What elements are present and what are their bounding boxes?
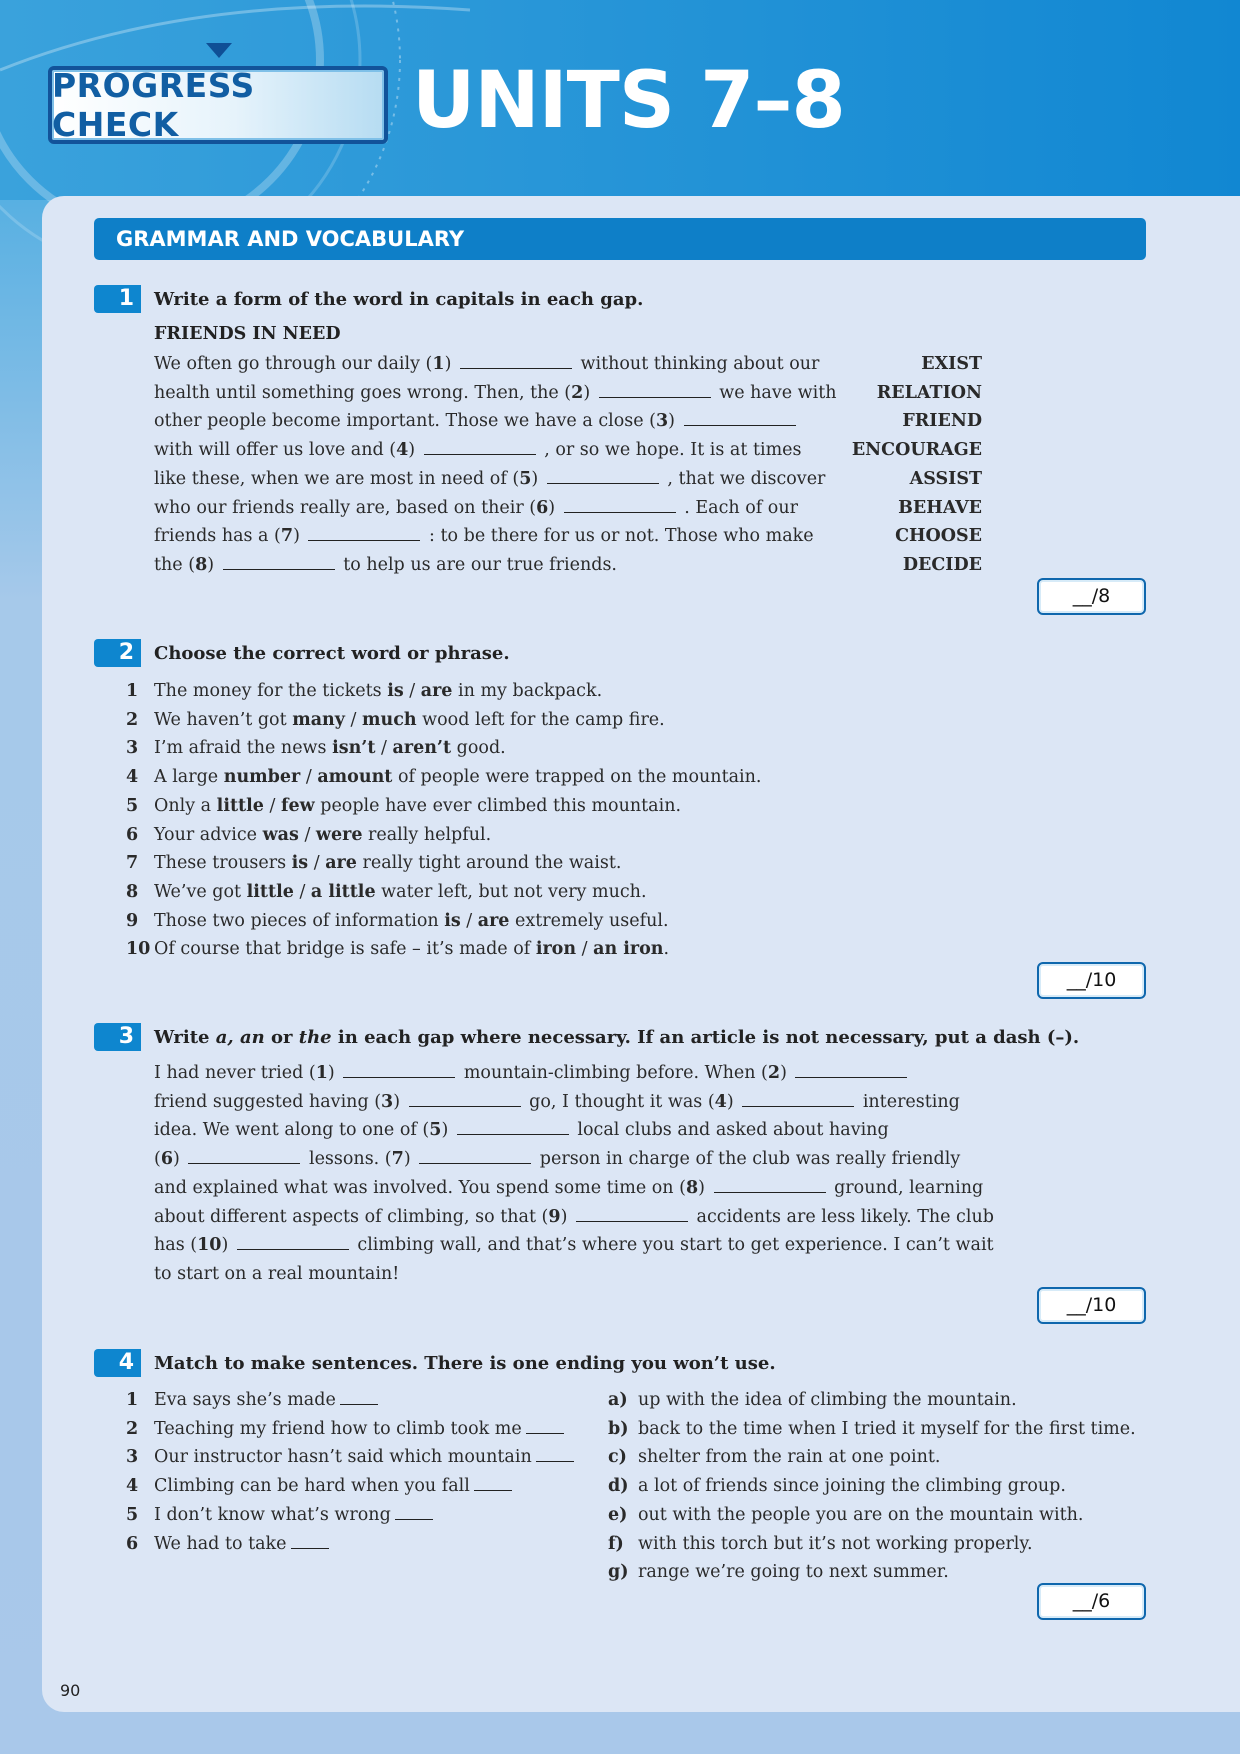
item-number: 3 (126, 738, 139, 759)
exercise-4-number: 4 (94, 1349, 141, 1377)
item-letter: d) (608, 1476, 629, 1497)
answer-gap[interactable] (474, 1472, 512, 1491)
list-item (608, 1443, 1136, 1472)
list-item (126, 1443, 574, 1472)
text-segment: health until something goes wrong. Then, the ( (154, 382, 572, 403)
option-a[interactable]: isn’t (332, 738, 376, 759)
text-segment: who our friends really are, based on their ( (154, 497, 537, 518)
text-segment: Those two pieces of information (154, 910, 445, 931)
list-item (608, 1386, 1136, 1415)
exercise-1-line (154, 350, 837, 379)
text-segment: , that we discover (661, 468, 826, 489)
text-segment: in my backpack. (452, 681, 603, 701)
gap-number: 7 (280, 526, 294, 547)
exercise-4-instruction: Match to make sentences. There is one ending you won’t use. (154, 1353, 776, 1374)
text-segment: ) (221, 1235, 234, 1256)
separator: / (293, 881, 311, 902)
list-item (126, 1472, 574, 1501)
sentence-beginning: Our instructor hasn’t said which mountain (154, 1447, 532, 1468)
separator: / (263, 795, 281, 816)
item-letter: c) (608, 1447, 627, 1468)
blank-gap[interactable] (576, 1203, 688, 1222)
exercise-4-beginnings (126, 1386, 574, 1558)
word-in-capitals: BEHAVE (898, 497, 982, 518)
text-segment: Write (154, 1027, 216, 1048)
option-b[interactable]: were (315, 824, 363, 845)
option-a[interactable]: many (292, 709, 345, 730)
exercise-3-line (154, 1231, 994, 1260)
exercise-1-score-box[interactable]: __/8 (1037, 578, 1146, 615)
list-item (126, 1501, 574, 1530)
option-b[interactable]: an iron (593, 939, 664, 960)
text-segment: really tight around the waist. (356, 853, 622, 874)
blank-gap[interactable] (188, 1145, 300, 1164)
text-segment: ) (441, 1120, 454, 1141)
text-segment: ) (327, 1063, 341, 1083)
exercise-2-list (126, 677, 761, 964)
text-segment: ) (583, 382, 596, 403)
blank-gap[interactable] (343, 1059, 455, 1078)
separator: / (375, 738, 393, 759)
progress-check-badge (48, 66, 388, 144)
exercise-3-line (154, 1260, 994, 1289)
blank-gap[interactable] (409, 1088, 521, 1107)
text-segment: : to be there for us or not. Those who make (423, 526, 814, 547)
blank-gap[interactable] (564, 494, 676, 513)
text-segment: ) (531, 468, 544, 489)
exercise-1-text (154, 350, 837, 580)
list-item (126, 878, 761, 907)
separator: / (576, 939, 594, 960)
exercise-3-line (154, 1088, 994, 1117)
word-in-capitals: DECIDE (902, 554, 982, 575)
exercise-1-line (154, 407, 837, 436)
text-segment: ) (444, 354, 457, 374)
option-a[interactable]: number (223, 767, 301, 788)
gap-number: 6 (536, 497, 549, 518)
text-segment: without thinking about our (574, 354, 820, 374)
text-segment: ) (560, 1206, 573, 1227)
blank-gap[interactable] (308, 522, 420, 541)
text-segment: ground, learning (828, 1177, 984, 1198)
blank-gap[interactable] (684, 407, 796, 426)
gap-number: 10 (197, 1235, 222, 1256)
text-segment: with will offer us love and ( (154, 440, 397, 461)
list-item (126, 1415, 574, 1444)
sentence-ending: back to the time when I tried it myself for the first time. (638, 1418, 1136, 1439)
text-segment: really helpful. (362, 824, 492, 845)
word-in-capitals: EXIST (921, 354, 982, 374)
item-number: 4 (126, 767, 139, 788)
sentence-ending: with this torch but it’s not working properly. (638, 1533, 1033, 1554)
separator: / (344, 709, 362, 730)
separator: / (460, 910, 478, 931)
exercise-1-number: 1 (94, 285, 141, 313)
text-segment: of people were trapped on the mountain. (392, 767, 762, 788)
text-segment: ) (293, 526, 306, 547)
blank-gap[interactable] (599, 379, 711, 398)
list-item (126, 734, 761, 763)
text-segment: ) (393, 1091, 406, 1112)
list-item (126, 1386, 574, 1415)
list-item (608, 1501, 1136, 1530)
item-letter: b) (608, 1418, 629, 1439)
item-number: 6 (126, 824, 139, 845)
sentence-ending: range we’re going to next summer. (638, 1562, 949, 1583)
text-segment: ) (726, 1091, 740, 1112)
option-b[interactable]: much (361, 709, 417, 730)
text-segment: people have ever climbed this mountain. (314, 795, 682, 816)
item-number: 10 (126, 939, 151, 960)
separator: / (308, 853, 326, 874)
sentence-beginning: We had to take (154, 1533, 287, 1554)
blank-gap[interactable] (460, 350, 572, 369)
gap-number: 4 (396, 440, 409, 461)
text-segment: ) (207, 554, 220, 575)
word-in-capitals: CHOOSE (895, 526, 982, 547)
word-in-capitals: RELATION (876, 382, 982, 403)
list-item (126, 821, 761, 850)
page-title: UNITS 7–8 (412, 56, 845, 146)
option-b[interactable]: are (325, 853, 357, 874)
option-a[interactable]: little (246, 881, 294, 902)
option-b[interactable]: are (420, 681, 453, 701)
exercise-1-instruction: Write a form of the word in capitals in each gap. (154, 289, 644, 310)
text-segment: local clubs and asked about having (571, 1120, 889, 1141)
list-item (608, 1530, 1136, 1559)
gap-number: 1 (432, 354, 445, 374)
gap-number: 2 (767, 1063, 781, 1083)
page-number: 90 (60, 1681, 81, 1700)
text-segment: friend suggested having ( (154, 1091, 382, 1112)
exercise-1-title: FRIENDS IN NEED (154, 324, 341, 344)
italic-word: a, an (215, 1027, 265, 1048)
item-number: 1 (126, 681, 139, 701)
gap-number: 5 (519, 468, 532, 489)
text-segment: ) (548, 497, 561, 518)
word-in-capitals: ENCOURAGE (851, 440, 982, 461)
word-in-capitals: ASSIST (909, 468, 982, 489)
exercise-3-score-box[interactable]: __/10 (1037, 1287, 1146, 1324)
text-segment: A large (154, 767, 224, 788)
text-segment: ) (408, 440, 421, 461)
exercise-3-line (154, 1059, 994, 1088)
option-a[interactable]: is (444, 910, 461, 931)
gap-number: 4 (714, 1091, 727, 1112)
gap-number: 8 (195, 554, 208, 575)
text-segment: We haven’t got (154, 709, 293, 730)
separator: / (298, 824, 316, 845)
separator: / (300, 767, 318, 788)
sentence-beginning: Climbing can be hard when you fall (154, 1476, 470, 1497)
exercise-1-line (154, 494, 837, 523)
text-segment: about different aspects of climbing, so that ( (154, 1206, 549, 1227)
exercise-1-line (154, 436, 837, 465)
text-segment: ) (173, 1149, 186, 1170)
text-segment: like these, when we are most in need of ( (154, 468, 520, 489)
text-segment: in each gap where necessary. If an article is not necessary, put a dash (–). (331, 1027, 1080, 1048)
text-segment: person in charge of the club was really friendly (534, 1149, 961, 1170)
exercise-2-instruction: Choose the correct word or phrase. (154, 643, 510, 664)
option-b[interactable]: amount (317, 767, 393, 788)
exercise-1-line (154, 522, 837, 551)
item-letter: f) (608, 1533, 624, 1554)
sentence-beginning: Teaching my friend how to climb took me (154, 1418, 522, 1439)
item-number: 3 (126, 1447, 139, 1468)
answer-gap[interactable] (291, 1530, 329, 1549)
gap-number: 1 (315, 1063, 328, 1083)
italic-word: the (298, 1027, 332, 1048)
exercise-2-number: 2 (94, 639, 141, 667)
answer-gap[interactable] (395, 1501, 433, 1520)
text-segment: Your advice (154, 824, 263, 845)
gap-number: 2 (571, 382, 584, 403)
text-segment: ) (780, 1063, 793, 1083)
list-item (126, 1530, 574, 1559)
list-item (126, 849, 761, 878)
blank-gap[interactable] (547, 465, 659, 484)
gap-number: 3 (381, 1091, 394, 1112)
item-number: 1 (126, 1390, 139, 1410)
exercise-3-text (154, 1059, 994, 1289)
text-segment: lessons. ( (303, 1149, 392, 1170)
item-number: 5 (126, 1504, 139, 1525)
text-segment: We often go through our daily ( (154, 354, 433, 374)
text-segment: We’ve got (154, 881, 247, 902)
separator: / (403, 681, 421, 701)
gap-number: 5 (429, 1120, 442, 1141)
list-item (608, 1415, 1136, 1444)
blank-gap[interactable] (795, 1059, 907, 1078)
text-segment: and explained what was involved. You spend some time on ( (154, 1177, 686, 1198)
text-segment: other people become important. Those we have a close ( (154, 411, 656, 432)
text-segment: we have with (713, 382, 837, 403)
exercise-3-instruction (154, 1027, 1079, 1048)
text-segment: friends has a ( (154, 526, 281, 547)
text-segment: I’m afraid the news (154, 738, 333, 759)
text-segment: I had never tried ( (154, 1063, 316, 1083)
blank-gap[interactable] (424, 436, 536, 455)
item-number: 6 (126, 1533, 139, 1554)
item-number: 2 (126, 709, 139, 730)
gap-number: 7 (391, 1149, 404, 1170)
list-item (126, 792, 761, 821)
blank-gap[interactable] (237, 1231, 349, 1250)
text-segment: ) (403, 1149, 417, 1170)
item-letter: e) (608, 1504, 628, 1525)
text-segment: These trousers (154, 853, 292, 874)
badge-label: PROGRESS CHECK (52, 66, 255, 144)
gap-number: 9 (548, 1206, 561, 1227)
text-segment: interesting (857, 1091, 960, 1112)
text-segment: idea. We went along to one of ( (154, 1120, 430, 1141)
item-number: 8 (126, 881, 139, 902)
list-item (126, 706, 761, 735)
blank-gap[interactable] (742, 1088, 854, 1107)
text-segment: . Each of our (678, 497, 798, 518)
text-segment: climbing wall, and that’s where you start to get experience. I can’t wait (351, 1235, 994, 1256)
exercise-4-endings (608, 1386, 1136, 1587)
exercise-3-number: 3 (94, 1023, 141, 1051)
gap-number: 8 (685, 1177, 699, 1198)
option-b[interactable]: aren’t (392, 738, 452, 759)
text-segment: go, I thought it was ( (523, 1091, 715, 1112)
text-segment: ( (154, 1149, 161, 1170)
text-segment: to start on a real mountain! (154, 1263, 400, 1284)
exercise-1-line (154, 465, 837, 494)
text-segment: The money for the tickets (154, 681, 388, 701)
blank-gap[interactable] (714, 1174, 826, 1193)
text-segment: . (663, 939, 670, 960)
item-number: 9 (126, 910, 139, 931)
exercise-3-line (154, 1174, 994, 1203)
text-segment: , or so we hope. It is at times (538, 440, 802, 461)
option-b[interactable]: a little (310, 881, 376, 902)
exercise-3-line (154, 1203, 994, 1232)
blank-gap[interactable] (457, 1116, 569, 1135)
exercise-2-score-box[interactable]: __/10 (1037, 962, 1146, 999)
answer-gap[interactable] (340, 1386, 378, 1405)
text-segment: mountain-climbing before. When ( (458, 1063, 768, 1083)
text-segment: to help us are our true friends. (337, 554, 617, 575)
blank-gap[interactable] (419, 1145, 531, 1164)
badge-arrow-icon (206, 43, 232, 58)
text-segment: ) (698, 1177, 711, 1198)
option-a[interactable]: iron (535, 939, 577, 960)
exercise-4-score-box[interactable]: __/6 (1037, 1583, 1146, 1620)
gap-number: 6 (160, 1149, 174, 1170)
text-segment: Of course that bridge is safe – it’s made of (154, 939, 536, 960)
option-b[interactable]: are (477, 910, 510, 931)
list-item (126, 935, 761, 964)
option-a[interactable]: little (216, 795, 264, 816)
sentence-ending: up with the idea of climbing the mountain. (638, 1390, 1017, 1410)
text-segment: water left, but not very much. (375, 881, 647, 902)
section-heading: GRAMMAR AND VOCABULARY (94, 218, 1146, 260)
exercise-3-line (154, 1116, 994, 1145)
text-segment: accidents are less likely. The club (690, 1206, 994, 1227)
word-in-capitals: FRIEND (902, 411, 982, 432)
gap-number: 3 (655, 411, 669, 432)
list-item (608, 1472, 1136, 1501)
sentence-ending: shelter from the rain at one point. (638, 1447, 941, 1468)
list-item (126, 763, 761, 792)
text-segment: extremely useful. (509, 910, 669, 931)
item-letter: a) (608, 1390, 628, 1410)
option-b[interactable]: few (280, 795, 315, 816)
exercise-1-line (154, 551, 837, 580)
text-segment: Only a (154, 795, 217, 816)
sentence-ending: a lot of friends since joining the climbing group. (638, 1476, 1066, 1497)
text-segment: good. (451, 738, 506, 759)
option-a[interactable]: is (291, 853, 309, 874)
sentence-ending: out with the people you are on the mountain with. (638, 1504, 1084, 1525)
option-a[interactable]: is (387, 681, 404, 701)
item-number: 7 (126, 853, 139, 874)
sentence-beginning: Eva says she’s made (154, 1390, 336, 1410)
item-number: 4 (126, 1476, 139, 1497)
list-item (126, 907, 761, 936)
item-number: 5 (126, 795, 139, 816)
text-segment: the ( (154, 554, 196, 575)
item-letter: g) (608, 1562, 629, 1583)
text-segment: ) (668, 411, 681, 432)
text-segment: wood left for the camp fire. (416, 709, 665, 730)
item-number: 2 (126, 1418, 139, 1439)
text-segment: has ( (154, 1235, 198, 1256)
blank-gap[interactable] (223, 551, 335, 570)
list-item (126, 677, 761, 706)
answer-gap[interactable] (526, 1415, 564, 1434)
sentence-beginning: I don’t know what’s wrong (154, 1504, 391, 1525)
option-a[interactable]: was (262, 824, 299, 845)
text-segment: or (264, 1027, 299, 1048)
exercise-1-line (154, 379, 837, 408)
exercise-1-word-list (852, 350, 982, 580)
exercise-3-line (154, 1145, 994, 1174)
answer-gap[interactable] (536, 1443, 574, 1462)
